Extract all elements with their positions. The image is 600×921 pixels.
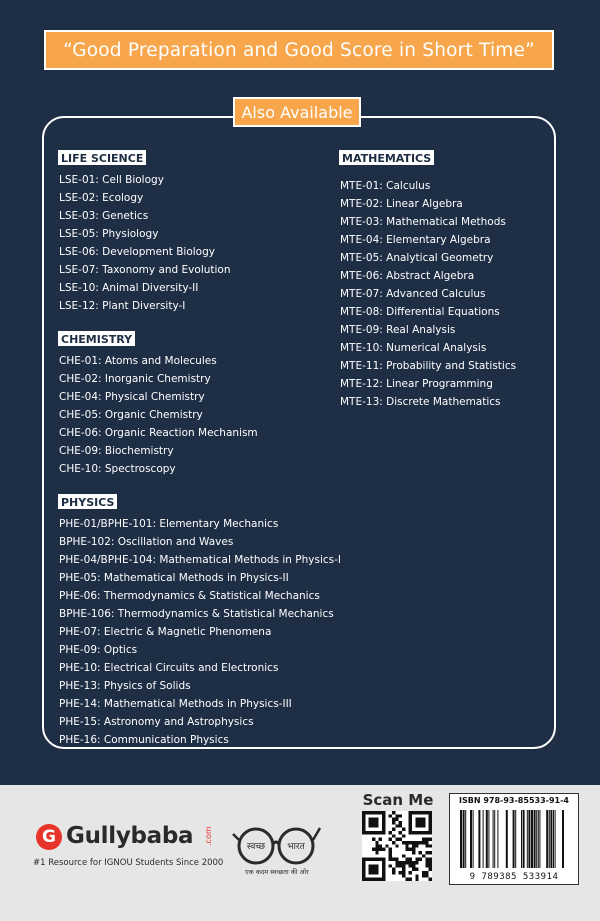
gullybaba-logo [36,820,226,860]
list-item: MTE-06: Abstract Algebra [340,270,475,282]
swachh-right-text: भारत [287,842,305,852]
mathematics-list [340,177,516,411]
list-item: PHE-10: Electrical Circuits and Electronics [59,662,279,674]
glasses-icon [232,820,322,868]
list-item: MTE-08: Differential Equations [340,306,500,318]
also-available-badge: Also Available [233,97,361,127]
isbn-number: ISBN 978-93-85533-91-4 [459,796,569,805]
list-item: MTE-04: Elementary Algebra [340,234,491,246]
physics-list [59,515,341,749]
swachh-left-text: स्वच्छ [246,842,266,852]
barcode-icon [450,808,578,870]
list-item: PHE-14: Mathematical Methods in Physics-III [59,698,292,710]
list-item: CHE-06: Organic Reaction Mechanism [59,427,258,439]
list-item: PHE-01/BPHE-101: Elementary Mechanics [59,518,279,530]
list-item: LSE-02: Ecology [59,192,144,204]
list-item: MTE-11: Probability and Statistics [340,360,517,372]
list-item: PHE-07: Electric & Magnetic Phenomena [59,626,272,638]
list-item: CHE-05: Organic Chemistry [59,409,203,421]
section-heading: CHEMISTRY [58,331,135,346]
section-heading: MATHEMATICS [339,150,434,165]
list-item: CHE-10: Spectroscopy [59,463,176,475]
logo-wordmark: Gullybaba [66,823,194,849]
scan-me-label: Scan Me [362,791,434,809]
list-item: CHE-09: Biochemistry [59,445,174,457]
isbn-barcode [449,793,579,885]
list-item: PHE-09: Optics [59,644,138,656]
list-item: MTE-09: Real Analysis [340,324,456,336]
qr-code-icon [362,811,432,881]
list-item: LSE-06: Development Biology [59,246,215,258]
list-item: LSE-12: Plant Diversity-I [59,300,186,312]
list-item: PHE-16: Communication Physics [59,734,229,746]
section-heading: PHYSICS [58,494,117,509]
life-science-list [59,171,231,315]
swachh-subtitle: एक कदम स्वच्छता की ओर [245,868,309,876]
list-item: MTE-01: Calculus [340,180,431,192]
barcode-digits: 9 789385 533914 [469,872,559,882]
section-physics [59,491,341,749]
chemistry-list [59,352,258,478]
list-item: MTE-10: Numerical Analysis [340,342,487,354]
list-item: MTE-13: Discrete Mathematics [340,396,501,408]
list-item: PHE-06: Thermodynamics & Statistical Mechanics [59,590,320,602]
list-item: LSE-01: Cell Biology [59,174,164,186]
section-chemistry [59,328,258,478]
section-mathematics [340,147,516,411]
list-item: PHE-04/BPHE-104: Mathematical Methods in Physics-I [59,554,342,566]
list-item: CHE-02: Inorganic Chemistry [59,373,211,385]
section-heading: LIFE SCIENCE [58,150,146,165]
list-item: BPHE-106: Thermodynamics & Statistical Mechanics [59,608,334,620]
list-item: MTE-05: Analytical Geometry [340,252,494,264]
list-item: LSE-03: Genetics [59,210,149,222]
logo-g-icon: G [36,824,62,850]
list-item: PHE-15: Astronomy and Astrophysics [59,716,254,728]
list-item: LSE-05: Physiology [59,228,159,240]
section-life-science [59,147,231,315]
list-item: CHE-01: Atoms and Molecules [59,355,217,367]
list-item: LSE-07: Taxonomy and Evolution [59,264,231,276]
list-item: LSE-10: Animal Diversity-II [59,282,199,294]
list-item: MTE-03: Mathematical Methods [340,216,506,228]
list-item: PHE-13: Physics of Solids [59,680,191,692]
logo-suffix: .com [204,826,213,846]
list-item: PHE-05: Mathematical Methods in Physics-II [59,572,289,584]
list-item: MTE-02: Linear Algebra [340,198,463,210]
list-item: CHE-04: Physical Chemistry [59,391,205,403]
slogan-banner: “Good Preparation and Good Score in Short Time” [44,30,554,70]
list-item: BPHE-102: Oscillation and Waves [59,536,234,548]
list-item: MTE-07: Advanced Calculus [340,288,486,300]
tagline: #1 Resource for IGNOU Students Since 2000 [33,858,224,868]
swachh-bharat-logo [232,820,322,880]
list-item: MTE-12: Linear Programming [340,378,493,390]
